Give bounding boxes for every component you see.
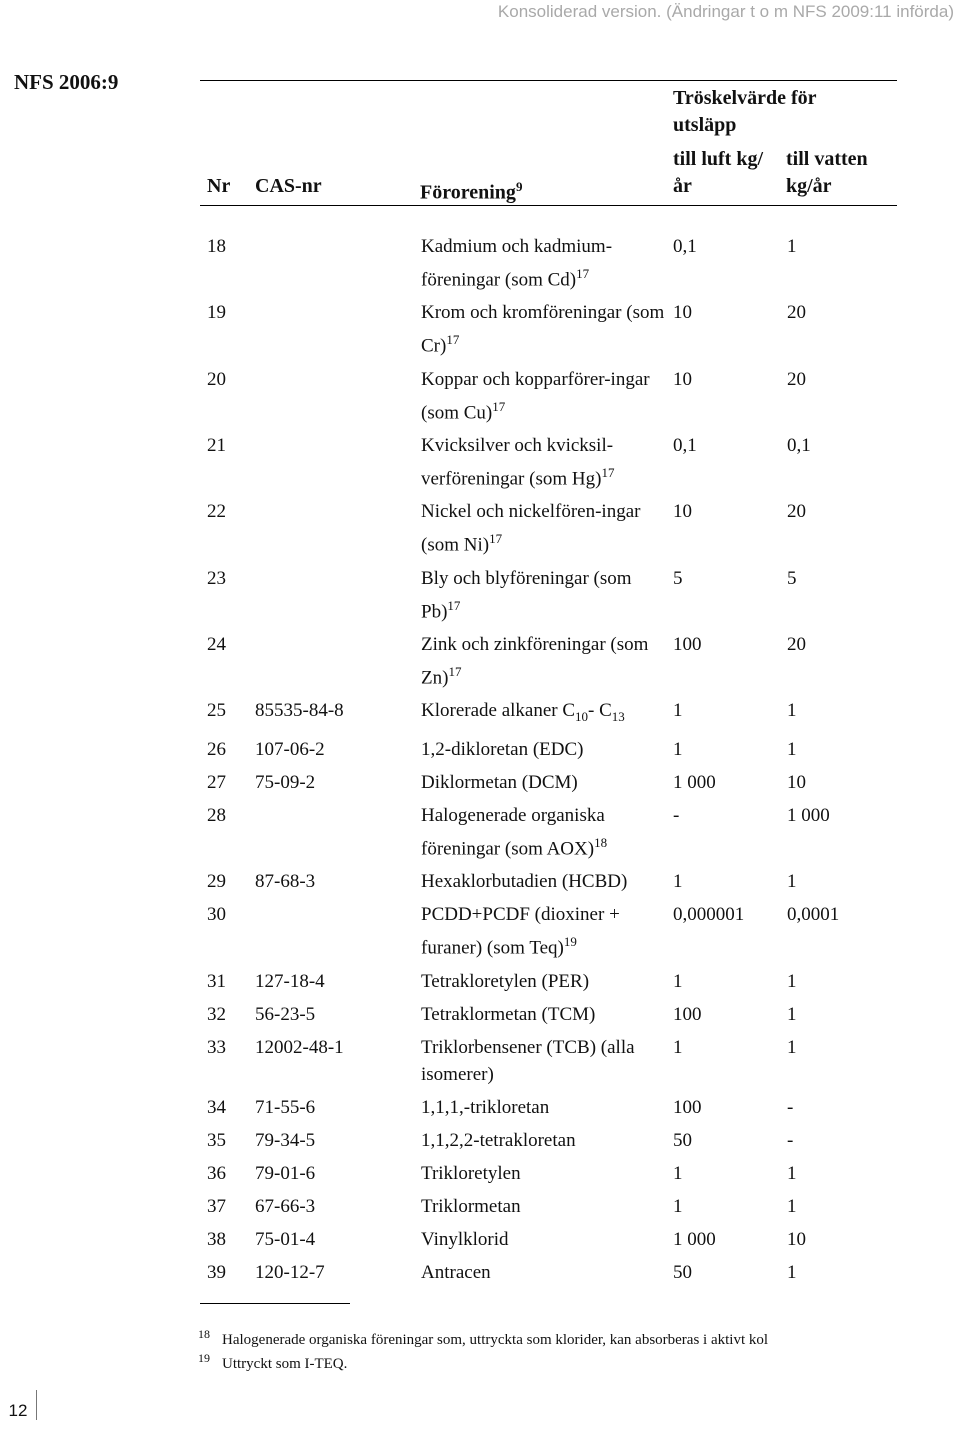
substance-text: Hexaklorbutadien (HCBD): [421, 871, 628, 893]
substance-text: Vinylklorid: [421, 1228, 509, 1250]
substance-text: Antracen: [421, 1261, 491, 1283]
table-row: [207, 1193, 897, 1226]
table-row: [207, 736, 897, 769]
row-water-threshold: 1: [787, 1195, 797, 1217]
row-cas: 79-01-6: [255, 1162, 316, 1184]
table-row: [207, 769, 897, 802]
table-row: [207, 1034, 897, 1094]
row-air-threshold: 10: [673, 501, 692, 523]
row-nr: 32: [207, 1003, 226, 1025]
footnotes: [198, 1325, 768, 1373]
substance-text: Diklormetan (DCM): [421, 772, 578, 794]
row-substance: [421, 631, 673, 697]
row-substance: [421, 233, 673, 299]
row-water-threshold: 1: [787, 1162, 797, 1184]
row-substance: [421, 1259, 673, 1292]
row-air-threshold: 100: [673, 1003, 702, 1025]
row-water-threshold: 1: [787, 739, 797, 761]
row-substance: [421, 498, 673, 564]
substance-text: Halogenerade organiska föreningar (som AOX): [421, 805, 605, 860]
row-air-threshold: 50: [673, 1129, 692, 1151]
row-air-threshold: 1: [673, 739, 683, 761]
row-substance: [421, 968, 673, 1001]
substance-footnote-ref: 17: [489, 531, 503, 547]
page-number: 12: [0, 1390, 37, 1420]
substance-text: Koppar och kopparförer-ingar (som Cu): [421, 368, 650, 423]
row-air-threshold: 0,000001: [673, 904, 745, 926]
footnote-text: Halogenerade organiska föreningar som, uttryckta som klorider, kan absorberas i aktivt kol: [222, 1332, 769, 1348]
row-air-threshold: 1 000: [673, 1228, 716, 1250]
substance-text: Kvicksilver och kvicksil-verföreningar (som Hg): [421, 434, 614, 490]
row-cas: 107-06-2: [255, 739, 325, 761]
substance-text: 1,1,2,2-tetrakloretan: [421, 1129, 576, 1151]
table-row: [207, 631, 897, 697]
table-row: [207, 1094, 897, 1127]
row-substance: [421, 366, 673, 432]
table-row: [207, 1001, 897, 1034]
table-row: [207, 802, 897, 868]
row-substance: [421, 1160, 673, 1193]
row-substance: [421, 1034, 673, 1094]
row-cas: [255, 565, 421, 631]
row-cas: 120-12-7: [255, 1261, 325, 1283]
table-row: [207, 697, 897, 736]
row-air-threshold: -: [673, 805, 680, 827]
row-substance: [421, 697, 673, 736]
substance-subscript: 13: [611, 709, 625, 725]
consolidated-version-banner: Konsoliderad version. (Ändringar t o m NFS 2009:11 införda): [497, 2, 954, 21]
row-air-threshold: 5: [673, 567, 683, 589]
row-air-threshold: 1: [673, 871, 683, 893]
row-water-threshold: -: [787, 1129, 794, 1151]
threshold-group-header: Tröskelvärde för utsläpp: [673, 87, 817, 136]
table-row: [207, 868, 897, 901]
row-air-threshold: 50: [673, 1261, 692, 1283]
row-cas: 75-01-4: [255, 1228, 316, 1250]
table-row: [207, 432, 897, 498]
table-row: [207, 233, 897, 299]
row-air-threshold: 100: [673, 633, 702, 655]
substance-footnote-ref: 19: [563, 934, 577, 950]
row-cas: 79-34-5: [255, 1129, 316, 1151]
row-nr: 31: [207, 970, 226, 992]
row-substance: [421, 736, 673, 769]
substance-text: Tetrakloretylen (PER): [421, 970, 590, 992]
row-water-threshold: 5: [787, 567, 797, 589]
row-nr: 27: [207, 772, 226, 794]
col-header-substance-label: Förorening: [420, 181, 516, 204]
substance-footnote-ref: 17: [492, 398, 506, 414]
row-cas: [255, 366, 421, 432]
row-cas: [255, 498, 421, 564]
document-id: NFS 2006:9: [14, 70, 119, 94]
col-header-substance: [420, 173, 522, 207]
substance-footnote-ref: 18: [594, 835, 608, 851]
row-nr: 25: [207, 700, 226, 722]
substance-text: PCDD+PCDF (dioxiner + furaner) (som Teq): [421, 904, 620, 959]
table-body: [207, 233, 897, 1292]
row-cas: [255, 233, 421, 299]
row-substance: [421, 868, 673, 901]
row-water-threshold: 1: [787, 236, 797, 257]
row-nr: 18: [207, 236, 226, 257]
row-nr: 30: [207, 904, 226, 926]
table-row: [207, 901, 897, 967]
header-top-rule: [200, 80, 897, 81]
row-water-threshold: 20: [787, 368, 806, 390]
row-air-threshold: 1: [673, 1195, 683, 1217]
row-nr: 24: [207, 633, 226, 655]
table-row: [207, 299, 897, 365]
row-air-threshold: 1: [673, 1036, 683, 1058]
row-cas: 56-23-5: [255, 1003, 316, 1025]
header-bottom-rule: [200, 205, 897, 206]
col-header-nr: Nr: [207, 175, 231, 197]
row-water-threshold: 1: [787, 1003, 797, 1025]
row-water-threshold: 20: [787, 302, 806, 324]
row-cas: 71-55-6: [255, 1096, 316, 1118]
row-cas: 87-68-3: [255, 871, 316, 893]
col-header-cas: CAS-nr: [255, 175, 322, 197]
row-substance: [421, 565, 673, 631]
footnote-text: Uttryckt som I-TEQ.: [222, 1356, 348, 1372]
row-water-threshold: 1: [787, 871, 797, 893]
row-air-threshold: 1: [673, 970, 683, 992]
substance-text: 1,2-dikloretan (EDC): [421, 739, 584, 761]
row-water-threshold: 20: [787, 501, 806, 523]
row-substance: [421, 1001, 673, 1034]
row-water-threshold: 0,0001: [787, 904, 840, 926]
row-nr: 39: [207, 1261, 226, 1283]
row-nr: 22: [207, 501, 226, 523]
substance-text-continued: - C: [588, 700, 612, 722]
substance-text: Triklorbensener (TCB) (alla isomerer): [421, 1036, 635, 1085]
table-row: [207, 1259, 897, 1292]
row-substance: [421, 1226, 673, 1259]
row-substance: [421, 769, 673, 802]
substance-footnote-ref: 17: [576, 266, 590, 281]
emissions-threshold-table: [207, 233, 897, 1292]
row-cas: [255, 802, 421, 868]
substance-footnote-ref: 17: [447, 597, 461, 613]
col-header-water: till vatten kg/år: [786, 148, 868, 197]
row-air-threshold: 100: [673, 1096, 702, 1118]
row-water-threshold: 20: [787, 633, 806, 655]
row-nr: 29: [207, 871, 226, 893]
row-water-threshold: 10: [787, 772, 806, 794]
substance-text: Triklormetan: [421, 1195, 521, 1217]
table-row: [207, 1160, 897, 1193]
row-water-threshold: -: [787, 1096, 794, 1118]
row-substance: [421, 432, 673, 498]
footnote-number: 18: [198, 1327, 210, 1341]
row-water-threshold: 1: [787, 700, 797, 722]
row-cas: 127-18-4: [255, 970, 325, 992]
row-cas: 75-09-2: [255, 772, 316, 794]
substance-text: Nickel och nickelfören-ingar (som Ni): [421, 501, 641, 556]
row-nr: 21: [207, 434, 226, 456]
substance-text: Trikloretylen: [421, 1162, 521, 1184]
table-row: [207, 498, 897, 564]
row-nr: 36: [207, 1162, 226, 1184]
substance-text: 1,1,1,-trikloretan: [421, 1096, 550, 1118]
footnote-19: [198, 1349, 768, 1373]
row-nr: 38: [207, 1228, 226, 1250]
row-cas: 12002-48-1: [255, 1036, 344, 1058]
row-nr: 20: [207, 368, 226, 390]
row-nr: 19: [207, 302, 226, 324]
row-substance: [421, 802, 673, 868]
row-substance: [421, 1127, 673, 1160]
row-air-threshold: 10: [673, 368, 692, 390]
table-row: [207, 968, 897, 1001]
row-nr: 37: [207, 1195, 226, 1217]
row-water-threshold: 1: [787, 970, 797, 992]
row-nr: 26: [207, 739, 226, 761]
substance-text: Bly och blyföreningar (som Pb): [421, 567, 632, 622]
row-cas: 67-66-3: [255, 1195, 316, 1217]
row-air-threshold: 10: [673, 302, 692, 324]
row-nr: 23: [207, 567, 226, 589]
substance-text: Krom och kromföreningar (som Cr): [421, 302, 665, 357]
row-cas: [255, 299, 421, 365]
substance-text: Zink och zinkföreningar (som Zn): [421, 633, 649, 689]
row-air-threshold: 0,1: [673, 434, 697, 456]
row-substance: [421, 299, 673, 365]
row-air-threshold: 0,1: [673, 236, 697, 257]
row-cas: [255, 432, 421, 498]
row-cas: 85535-84-8: [255, 700, 344, 722]
footnote-number: 19: [198, 1351, 210, 1365]
row-air-threshold: 1: [673, 700, 683, 722]
substance-footnote-ref: 17: [601, 464, 615, 480]
row-substance: [421, 1193, 673, 1226]
substance-footnote-ref: 17: [446, 332, 460, 348]
substance-footnote-ref: 17: [448, 663, 462, 679]
row-substance: [421, 1094, 673, 1127]
col-header-air: till luft kg/år: [673, 148, 764, 197]
row-nr: 28: [207, 805, 226, 827]
row-cas: [255, 901, 421, 967]
col-header-substance-footnote: 9: [515, 179, 523, 194]
footnote-18: [198, 1325, 768, 1349]
row-nr: 33: [207, 1036, 226, 1058]
table-row: [207, 1127, 897, 1160]
substance-text: Tetraklormetan (TCM): [421, 1003, 596, 1025]
substance-subscript: 10: [575, 709, 589, 725]
row-water-threshold: 10: [787, 1228, 806, 1250]
row-nr: 35: [207, 1129, 226, 1151]
row-substance: [421, 901, 673, 967]
substance-text: Klorerade alkaner C: [421, 700, 576, 722]
row-air-threshold: 1 000: [673, 772, 716, 794]
footnote-separator: [200, 1303, 350, 1304]
row-water-threshold: 1 000: [787, 805, 830, 827]
table-row: [207, 565, 897, 631]
row-water-threshold: 1: [787, 1036, 797, 1058]
table-row: [207, 366, 897, 432]
row-cas: [255, 631, 421, 697]
row-nr: 34: [207, 1096, 226, 1118]
table-row: [207, 1226, 897, 1259]
row-water-threshold: 0,1: [787, 434, 811, 456]
row-air-threshold: 1: [673, 1162, 683, 1184]
substance-text: Kadmium och kadmium-föreningar (som Cd): [421, 236, 613, 291]
row-water-threshold: 1: [787, 1261, 797, 1283]
